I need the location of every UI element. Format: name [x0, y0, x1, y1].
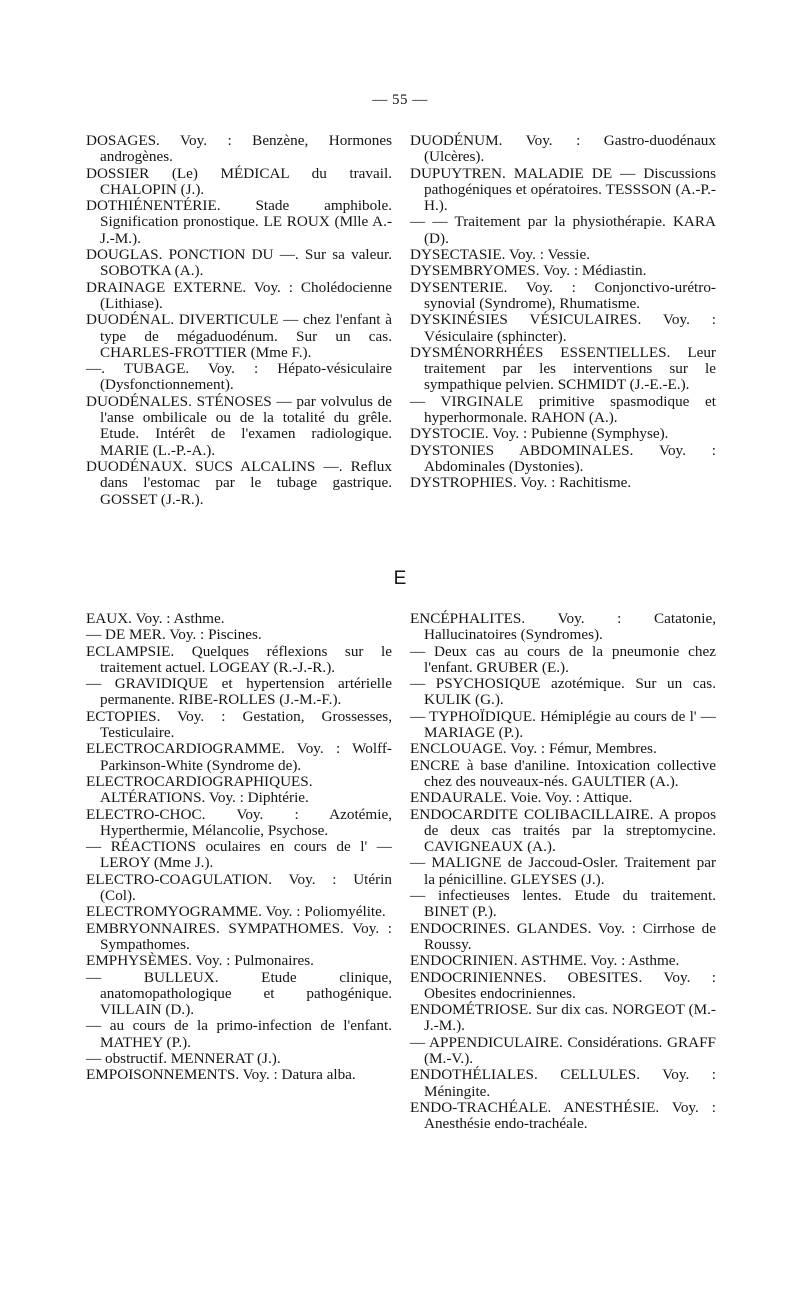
index-entry: ENDO-TRACHÉALE. ANESTHÉSIE. Voy. : Anesthésie endo-trachéale.: [410, 1098, 716, 1133]
index-entry: DOTHIÉNENTÉRIE. Stade amphibole. Signification pronostique. LE ROUX (Mlle A.-J.-M.).: [86, 197, 392, 247]
index-column-left-top: [86, 133, 392, 508]
index-entry: ELECTROMYOGRAMME. Voy. : Poliomyélite.: [86, 903, 386, 921]
index-entry: ELECTROCARDIOGRAMME. Voy. : Wolff-Parkinson-White (Syndrome de).: [86, 740, 392, 774]
index-entry: — RÉACTIONS oculaires en cours de l' — LEROY (Mme J.).: [86, 838, 392, 872]
index-entry: —. TUBAGE. Voy. : Hépato-vésiculaire (Dysfonctionnement).: [86, 360, 392, 394]
index-entry: — obstructif. MENNERAT (J.).: [86, 1050, 281, 1068]
index-entry: — PSYCHOSIQUE azotémique. Sur un cas. KULIK (G.).: [410, 675, 716, 709]
index-entry: ENDOTHÉLIALES. CELLULES. Voy. : Méningite.: [410, 1066, 716, 1100]
index-entry: ECLAMPSIE. Quelques réflexions sur le traitement actuel. LOGEAY (R.-J.-R.).: [86, 642, 392, 676]
index-entry: DYSECTASIE. Voy. : Vessie.: [410, 246, 591, 264]
index-entry: — APPENDICULAIRE. Considérations. GRAFF (M.-V.).: [410, 1033, 716, 1068]
index-entry: ELECTRO-CHOC. Voy. : Azotémie, Hyperthermie, Mélancolie, Psychose.: [86, 805, 392, 839]
index-entry: ENCÉPHALITES. Voy. : Catatonie, Hallucinatoires (Syndromes).: [410, 610, 716, 644]
index-entry: ELECTRO-COAGULATION. Voy. : Utérin (Col).: [86, 870, 392, 905]
index-entry: ELECTROCARDIOGRAPHIQUES. ALTÉRATIONS. Voy. : Diphtérie.: [86, 772, 313, 807]
index-entry: ENDOCRINIEN. ASTHME. Voy. : Asthme.: [410, 952, 680, 970]
index-entry: DYSTROPHIES. Voy. : Rachitisme.: [410, 474, 632, 492]
index-entry: DUODÉNAL. DIVERTICULE — chez l'enfant à type de mégaduodénum. Sur un cas. CHARLES-FROTTIER (Mme F.).: [86, 311, 392, 361]
index-entry: DOSSIER (Le) MÉDICAL du travail. CHALOPIN (J.).: [86, 164, 392, 198]
index-entry: ENDOCRINES. GLANDES. Voy. : Cirrhose de Roussy.: [410, 919, 716, 953]
index-entry: DOUGLAS. PONCTION DU —. Sur sa valeur. SOBOTKA (A.).: [86, 246, 392, 280]
index-entry: ENDOCRINIENNES. OBESITES. Voy. : Obesites endocriniennes.: [410, 968, 716, 1002]
index-entry: DYSENTERIE. Voy. : Conjonctivo-urétro-synovial (Syndrome), Rhumatisme.: [410, 278, 716, 312]
index-entry: DYSMÉNORRHÉES ESSENTIELLES. Leur traitement par les interventions sur le sympathique pelvien. SCHMIDT (J.-E.-E.).: [410, 343, 716, 394]
index-entry: DOSAGES. Voy. : Benzène, Hormones androgènes.: [86, 132, 392, 166]
index-entry: ENDOCARDITE COLIBACILLAIRE. A propos de deux cas traités par la streptomycine. CAVIGNEAUX (A.).: [410, 805, 716, 856]
index-entry: DYSTONIES ABDOMINALES. Voy. : Abdominales (Dystonies).: [410, 441, 716, 475]
index-entry: — TYPHOÏDIQUE. Hémiplégie au cours de l' — MARIAGE (P.).: [410, 707, 716, 742]
index-entry: EAUX. Voy. : Asthme.: [86, 610, 225, 627]
index-entry: DYSKINÉSIES VÉSICULAIRES. Voy. : Vésiculaire (sphincter).: [410, 311, 716, 345]
index-column-right-top: [410, 133, 716, 492]
index-entry: — DE MER. Voy. : Piscines.: [86, 626, 262, 644]
index-entry: — BULLEUX. Etude clinique, anatomopathologique et pathogénique. VILLAIN (D.).: [86, 968, 392, 1019]
index-entry: ECTOPIES. Voy. : Gestation, Grossesses, Testiculaire.: [86, 707, 392, 742]
index-column-left-bottom: [86, 611, 392, 1084]
index-entry: ENDAURALE. Voie. Voy. : Attique.: [410, 789, 633, 807]
index-entry: ENCRE à base d'aniline. Intoxication collective chez des nouveaux-nés. GAULTIER (A.).: [410, 756, 716, 790]
index-entry: — MALIGNE de Jaccoud-Osler. Traitement par la pénicilline. GLEYSES (J.).: [410, 854, 716, 888]
index-entry: EMPHYSÈMES. Voy. : Pulmonaires.: [86, 952, 314, 970]
page-number: — 55 —: [372, 92, 428, 108]
index-entry: ENCLOUAGE. Voy. : Fémur, Membres.: [410, 740, 657, 758]
index-entry: DUODÉNUM. Voy. : Gastro-duodénaux (Ulcères).: [410, 132, 716, 166]
index-entry: — Deux cas au cours de la pneumonie chez l'enfant. GRUBER (E.).: [410, 642, 716, 676]
index-entry: DUODÉNALES. STÉNOSES — par volvulus de l'anse ombilicale ou de la totalité du grêle. Etude. Intérêt de l'examen radiologique. MARIE (L.-P.-A.).: [86, 392, 392, 459]
index-entry: — GRAVIDIQUE et hypertension artérielle permanente. RIBE-ROLLES (J.-M.-F.).: [86, 675, 392, 709]
index-entry: DYSTOCIE. Voy. : Pubienne (Symphyse).: [410, 425, 669, 443]
index-entry: ENDOMÉTRIOSE. Sur dix cas. NORGEOT (M.-J.-M.).: [410, 1001, 716, 1035]
index-column-right-bottom: [410, 611, 716, 1133]
index-entry: DRAINAGE EXTERNE. Voy. : Cholédocienne (Lithiase).: [86, 278, 392, 312]
index-entry: EMBRYONNAIRES. SYMPATHOMES. Voy. : Sympathomes.: [86, 919, 392, 953]
index-entry: DYSEMBRYOMES. Voy. : Médiastin.: [410, 262, 647, 280]
index-entry: — infectieuses lentes. Etude du traitement. BINET (P.).: [410, 887, 716, 921]
index-entry: DUODÉNAUX. SUCS ALCALINS —. Reflux dans l'estomac par le tubage gastrique. GOSSET (J.-R.).: [86, 457, 392, 508]
index-entry: — — Traitement par la physiothérapie. KARA (D).: [410, 213, 716, 247]
index-entry: EMPOISONNEMENTS. Voy. : Datura alba.: [86, 1066, 356, 1084]
section-letter-heading: E: [393, 568, 407, 589]
index-entry: — VIRGINALE primitive spasmodique et hyperhormonale. RAHON (A.).: [410, 392, 716, 427]
index-entry: — au cours de la primo-infection de l'enfant. MATHEY (P.).: [86, 1017, 392, 1051]
index-entry: DUPUYTREN. MALADIE DE — Discussions pathogéniques et opératoires. TESSSON (A.-P.-H.).: [410, 164, 716, 215]
